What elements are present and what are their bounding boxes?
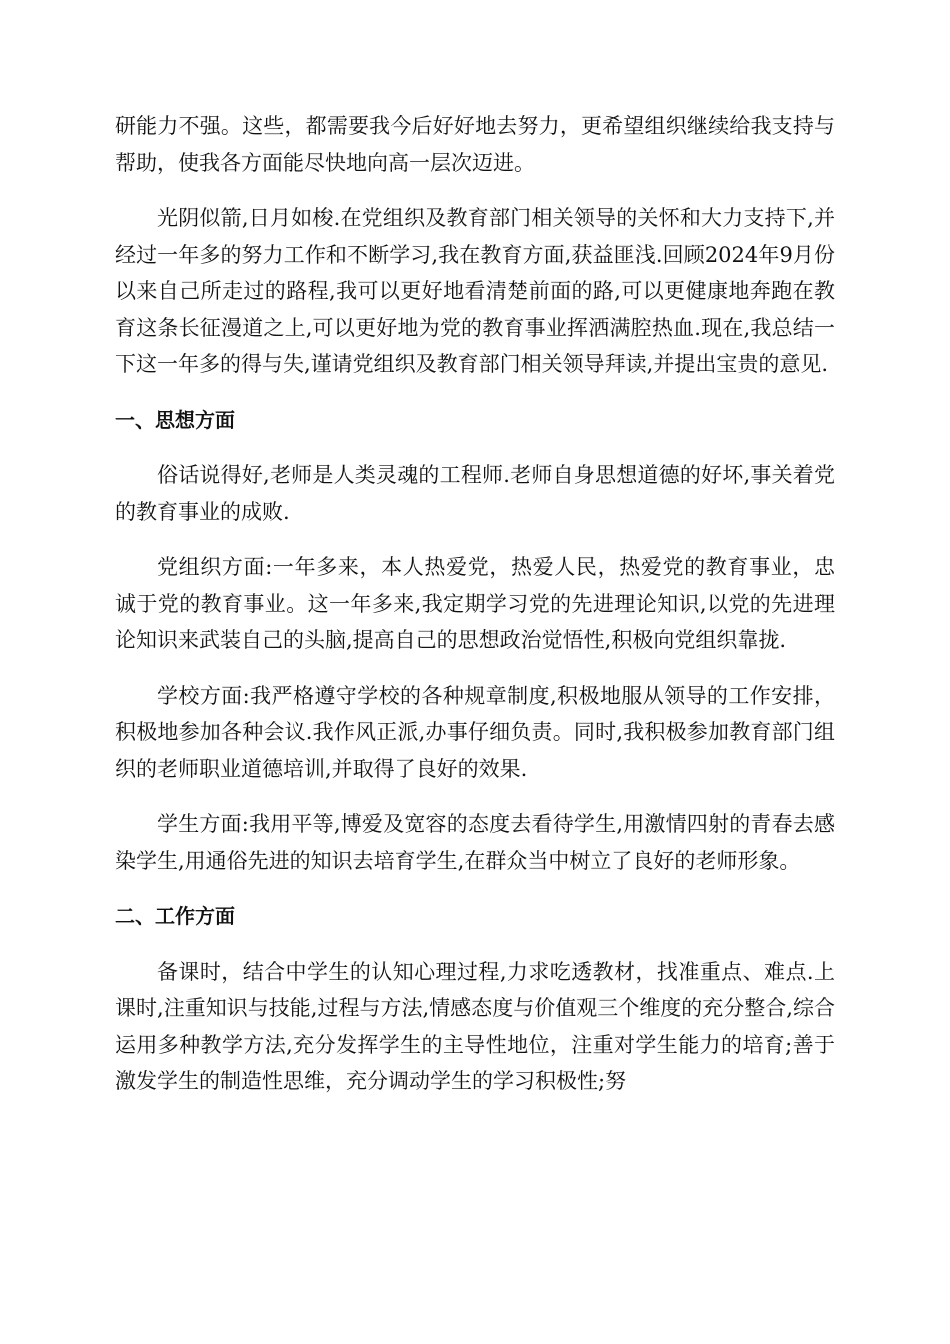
paragraph-introduction: 光阴似箭,日月如梭.在党组织及教育部门相关领导的关怀和大力支持下,并经过一年多的努力工作和不断学习,我在教育方面,获益匪浅.回顾2024年9月份以来自己所走过的路程,我可以更好地看清楚前面的路,可以更健康地奔跑在教育这条长征漫道之上,可以更好地为党的教育事业挥洒满腔热血.现在,我总结一下这一年多的得与失,谨请党组织及教育部门相关领导拜读,并提出宝贵的意见.: [115, 206, 835, 376]
section-heading-thought: 一、思想方面: [115, 407, 235, 432]
paragraph-proverb: 俗话说得好,老师是人类灵魂的工程师.老师自身思想道德的好坏,事关着党的教育事业的成败.: [115, 463, 835, 524]
document-body: [115, 108, 835, 1100]
paragraph-party-organization: 党组织方面:一年多来，本人热爱党，热爱人民，热爱党的教育事业，忠诚于党的教育事业。这一年多来,我定期学习党的先进理论知识,以党的先进理论知识来武装自己的头脑,提高自己的思想政治觉悟性,积极向党组织靠拢.: [115, 555, 835, 652]
paragraph-school: 学校方面:我严格遵守学校的各种规章制度,积极地服从领导的工作安排，积极地参加各种会议.我作风正派,办事仔细负责。同时,我积极参加教育部门组织的老师职业道德培训,并取得了良好的效果.: [115, 683, 835, 781]
paragraph-lesson-prep: 备课时，结合中学生的认知心理过程,力求吃透教材，找准重点、难点.上课时,注重知识与技能,过程与方法,情感态度与价值观三个维度的充分整合,综合运用多种教学方法,充分发挥学生的主导性地位，注重对学生能力的培育;善于激发学生的制造性思维，充分调动学生的学习积极性;努: [115, 959, 835, 1093]
paragraph-continuation: 研能力不强。这些，都需要我今后好好地去努力，更希望组织继续给我支持与帮助，使我各方面能尽快地向高一层次迈进。: [115, 114, 835, 175]
paragraph-students: 学生方面:我用平等,博爱及宽容的态度去看待学生,用激情四射的青春去感染学生,用通俗先进的知识去培育学生,在群众当中树立了良好的老师形象。: [115, 812, 835, 873]
section-heading-work: 二、工作方面: [115, 904, 235, 928]
